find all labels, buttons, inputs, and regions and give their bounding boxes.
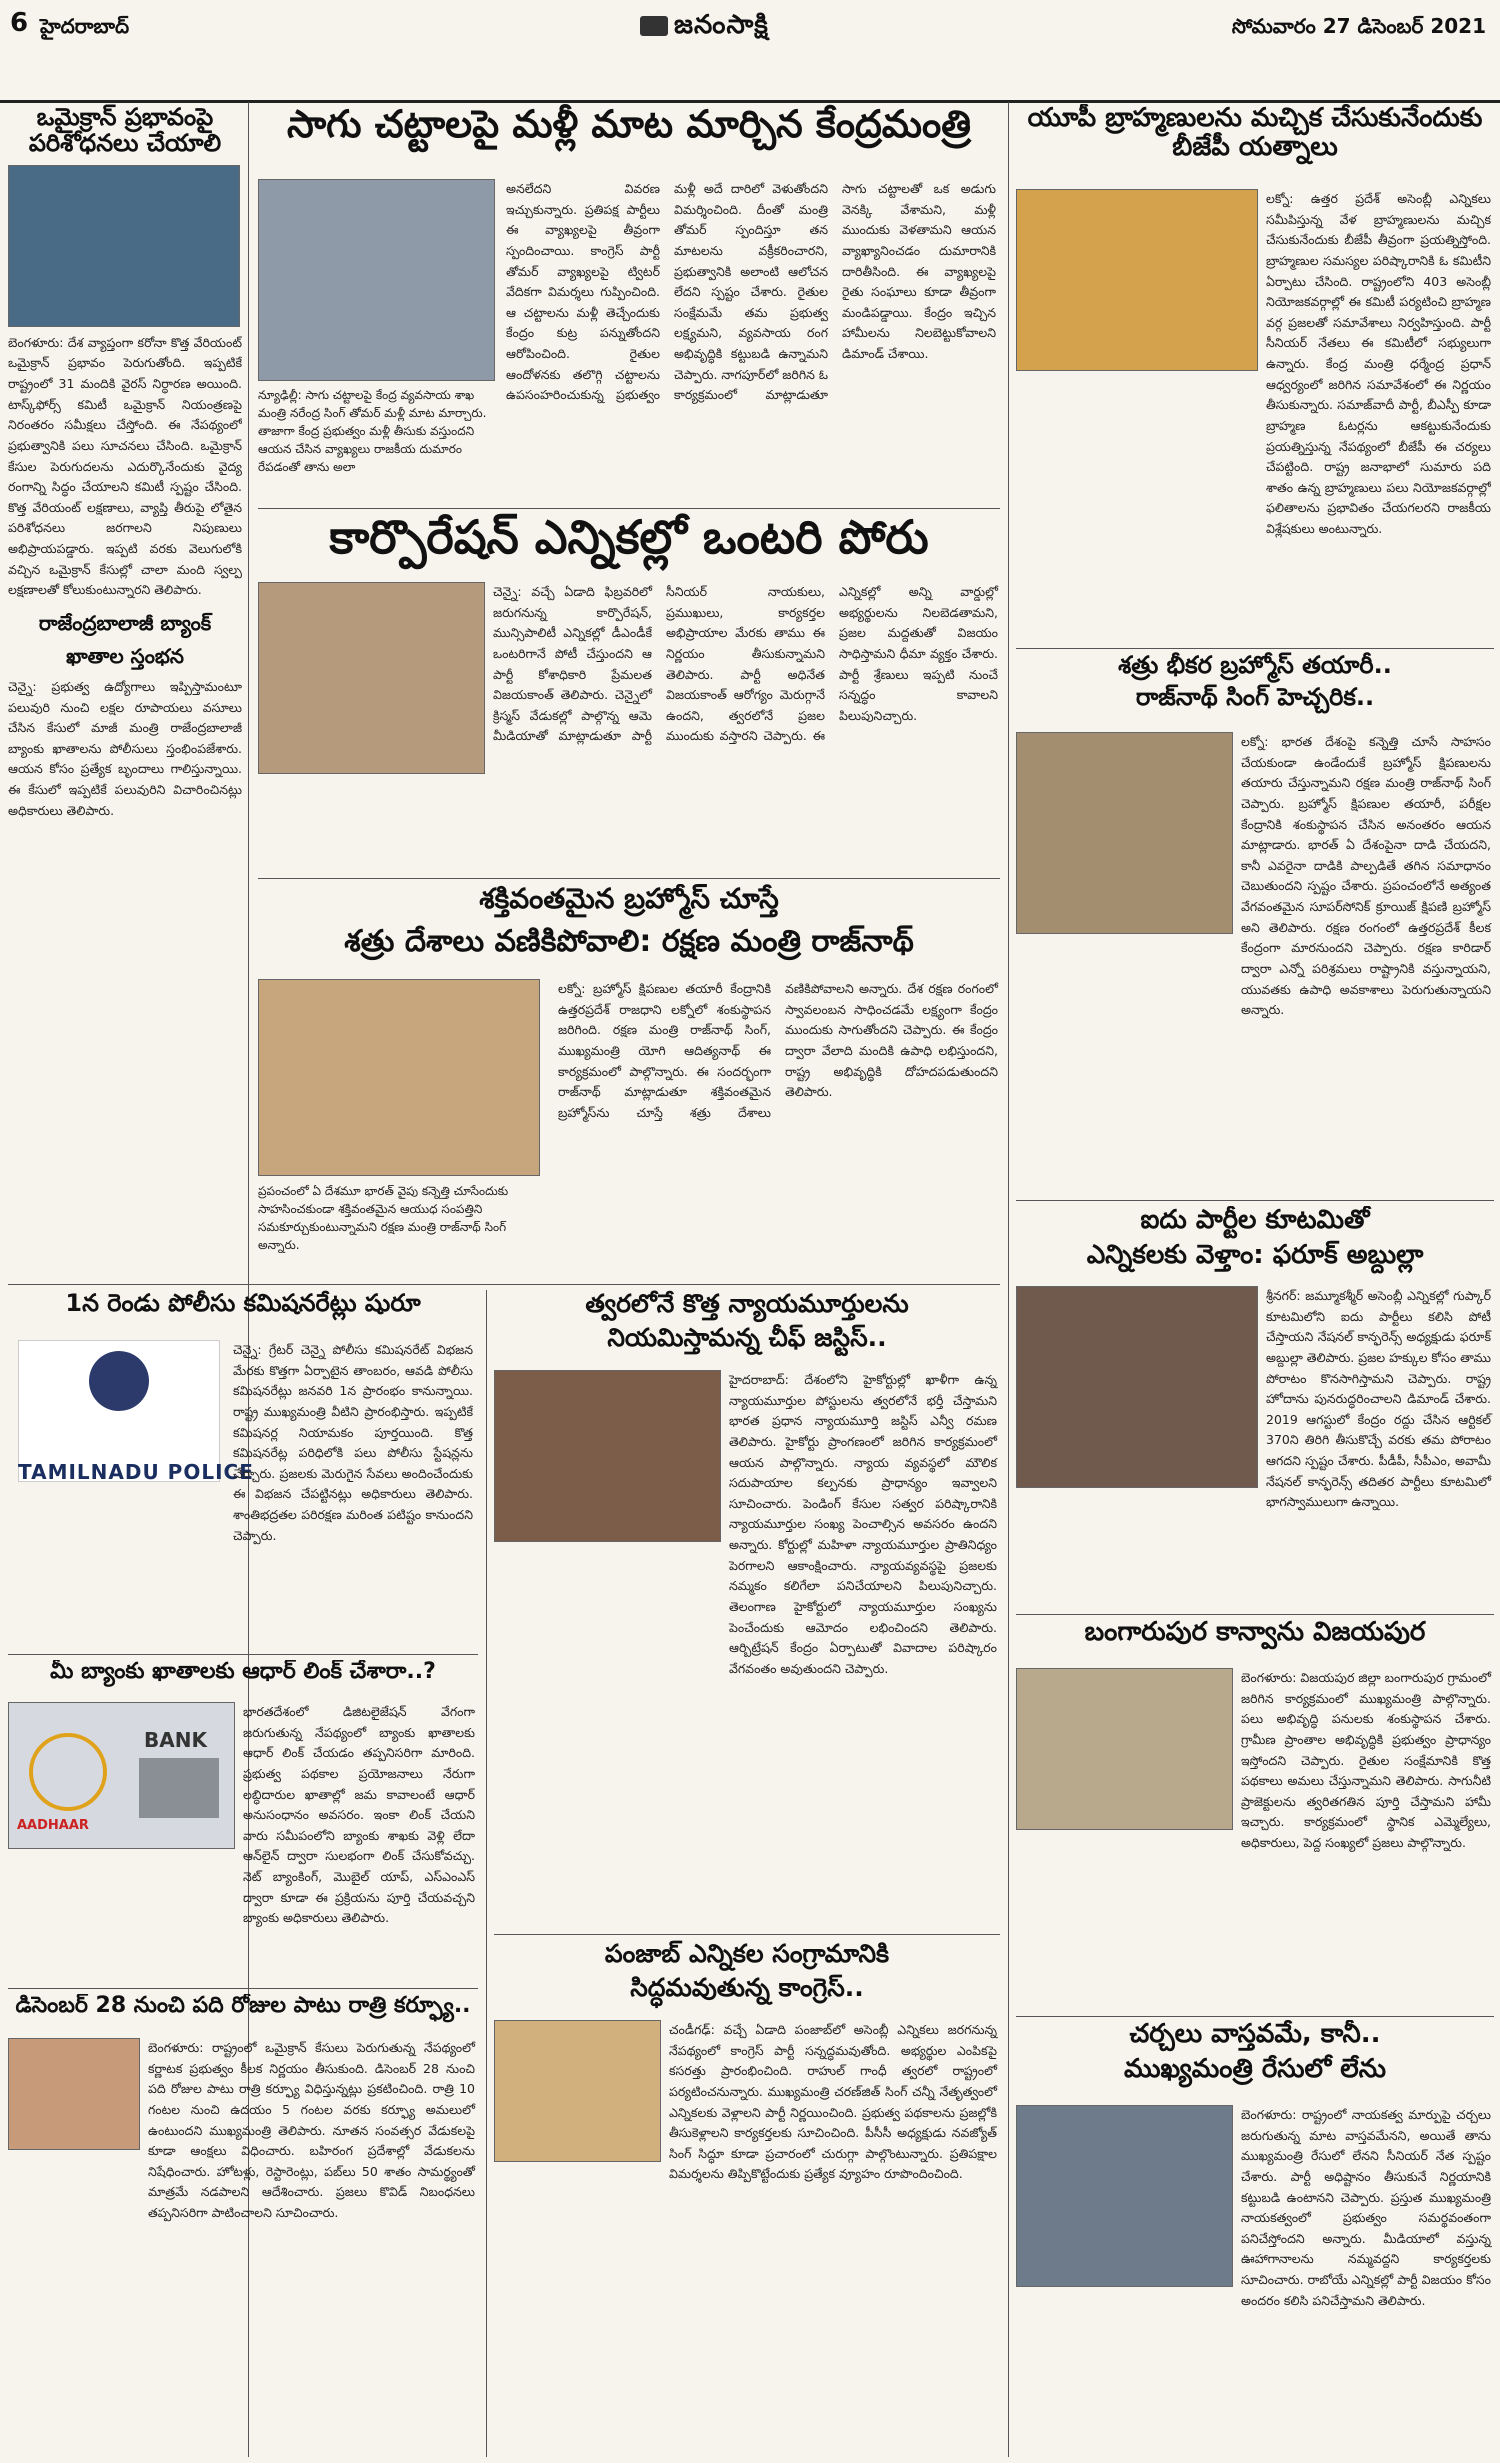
article-farm-laws [258, 104, 1000, 504]
bank-aadhaar-image [8, 1702, 235, 1849]
article-cm-race [1016, 2020, 1494, 2457]
newspaper-logo [640, 10, 769, 46]
headline: ముఖ్యమంత్రి రేసులో లేను [1124, 2053, 1386, 2084]
article-omicron [8, 104, 242, 1279]
rajnath-photo [1016, 732, 1233, 934]
divider [1016, 648, 1494, 649]
police-emblem-icon [89, 1351, 149, 1411]
aadhaar-logo-icon [29, 1733, 107, 1811]
headline: సిద్ధమవుతున్న కాంగ్రెస్.. [630, 1972, 864, 2002]
headline: శక్తివంతమైన బ్రహ్మోస్ చూస్తే [479, 884, 779, 915]
farooq-photo [1016, 1286, 1258, 1488]
photo-caption: న్యూఢిల్లీ: సాగు చట్టాలపై కేంద్ర వ్యవసాయ శాఖ మంత్రి నరేంద్ర సింగ్ తోమర్ మళ్లీ మాట మార్చారు. తాజాగా కేంద్ర ప్రభుత్వం మళ్లీ తీసుకు వస్తుందని ఆయన చేసిన వ్యాఖ్యలు రాజకీయ దుమారం రేపడంతో తాను అలా [258, 388, 487, 474]
article-body: లక్నో: భారత దేశంపై కన్నెత్తి చూసే సాహసం చేయకుండా ఉండేందుకే బ్రహ్మోస్ క్షిపణులను తయారు చేస్తున్నామని రక్షణ మంత్రి రాజ్‌నాథ్ సింగ్ చెప్పారు. బ్రహ్మోస్ క్షిపణుల తయారీ, పరీక్షల కేంద్రానికి శంకుస్థాపన చేసిన అనంతరం ఆయన మాట్లాడారు. భారత్ ఏ దేశంపైనా దాడి చేయదని, కానీ ఎవరైనా దాడికి పాల్పడితే తగిన సమాధానం చెబుతుందని స్పష్టం చేశారు. ప్రపంచంలోనే అత్యంత వేగవంతమైన సూపర్‌సోనిక్ క్రూయిజ్ క్షిపణి బ్రహ్మోస్ అని తెలిపారు. రక్షణ రంగంలో ఉత్తరప్రదేశ్ కీలక కేంద్రంగా మారనుందని చెప్పారు. రక్షణ కారిడార్ ద్వారా ఎన్నో పరిశ్రమలు రాష్ట్రానికి వస్తున్నాయని, యువతకు ఉపాధి అవకాశాలు పెరుగుతున్నాయని అన్నారు. [1241, 734, 1491, 1018]
divider [1016, 1200, 1494, 1201]
article-body: బెంగళూరు: దేశ వ్యాప్తంగా కరోనా కొత్త వేరియంట్ ఒమైక్రాన్ ప్రభావం పెరుగుతోంది. ఇప్పటికే రాష్ట్రంలో 31 మందికి వైరస్ నిర్ధారణ అయింది. టాస్క్‌ఫోర్స్ కమిటీ ఒమైక్రాన్ నియంత్రణపై నిరంతరం సమీక్షలు చేస్తోంది. ఈ నేపథ్యంలో ప్రభుత్వానికి పలు సూచనలు చేసింది. ఒమైక్రాన్ కేసుల పెరుగుదలను ఎదుర్కొనేందుకు వైద్య రంగాన్ని సిద్ధం చేయాలని కమిటీ స్పష్టం చేసింది. కొత్త వేరియంట్ లక్షణాలు, వ్యాప్తి తీరుపై లోతైన పరిశోధనలు జరగాలని నిపుణులు అభిప్రాయపడ్డారు. ఇప్పటి వరకు వెలుగులోకి వచ్చిన ఒమైక్రాన్ కేసుల్లో చాలా మంది స్వల్ప లక్షణాలతో కోలుకుంటున్నారని తెలిపారు. [8, 334, 242, 598]
article-body: బెంగళూరు: రాష్ట్రంలో ఒమైక్రాన్ కేసులు పెరుగుతున్న నేపథ్యంలో కర్ణాటక ప్రభుత్వం కీలక నిర్ణయం తీసుకుంది. డిసెంబర్ 28 నుంచి పది రోజుల పాటు రాత్రి కర్ఫ్యూ విధిస్తున్నట్లు ప్రకటించింది. రాత్రి 10 గంటల నుంచి ఉదయం 5 గంటల వరకు కర్ఫ్యూ అమలులో ఉంటుందని ముఖ్యమంత్రి తెలిపారు. నూతన సంవత్సర వేడుకలపై కూడా ఆంక్షలు విధించారు. బహిరంగ ప్రదేశాల్లో వేడుకలను నిషేధించారు. హోటళ్లు, రెస్టారెంట్లు, పబ్‌లు 50 శాతం సామర్థ్యంతో మాత్రమే నడపాలని ఆదేశించారు. ప్రజలు కొవిడ్ నిబంధనలు తప్పనిసరిగా పాటించాలని సూచించారు. [148, 2040, 475, 2220]
article-up-bjp [1016, 104, 1494, 644]
logo-icon [640, 16, 668, 36]
virus-photo [8, 165, 240, 327]
subheadline: రాజేంద్రబాలాజీ బ్యాంక్ [38, 610, 212, 635]
divider [8, 1654, 478, 1655]
chief-justice-photo [494, 1370, 721, 1542]
divider [8, 1988, 478, 1989]
headline: సాగు చట్టాలపై మళ్లీ మాట మార్చిన కేంద్రమంత్రి [287, 104, 971, 146]
divider [8, 1284, 1000, 1285]
subheadline: ఖాతాల స్తంభన [66, 643, 184, 668]
photo-caption: ప్రపంచంలో ఏ దేశమూ భారత్ వైపు కన్నెత్తి చూసేందుకు సాహసించకుండా శక్తివంతమైన ఆయుధ సంపత్తిని సమకూర్చుకుంటున్నామని రక్షణ మంత్రి రాజ్‌నాథ్ సింగ్ అన్నారు. [258, 1184, 509, 1252]
article-body: శ్రీనగర్: జమ్మూకశ్మీర్ అసెంబ్లీ ఎన్నికల్లో గుప్కార్ కూటమిలోని ఐదు పార్టీలు కలిసి పోటీ చేస్తాయని నేషనల్ కాన్ఫరెన్స్ అధ్యక్షుడు ఫరూక్ అబ్దుల్లా తెలిపారు. ప్రజల హక్కుల కోసం తాము పోరాటం కొనసాగిస్తామని చెప్పారు. రాష్ట్ర హోదాను పునరుద్ధరించాలని డిమాండ్ చేశారు. 2019 ఆగస్టులో కేంద్రం రద్దు చేసిన ఆర్టికల్ 370ని తిరిగి తీసుకొచ్చే వరకు తమ పోరాటం ఆగదని స్పష్టం చేశారు. పీడీపీ, సీపీఎం, అవామీ నేషనల్ కాన్ఫరెన్స్ తదితర పార్టీలు కూటమిలో భాగస్వాములుగా ఉన్నాయి. [1266, 1288, 1491, 1510]
ritual-photo [1016, 189, 1258, 371]
article-body: చెన్నై: గ్రేటర్ చెన్నై పోలీసు కమిషనరేట్ విభజన మేరకు కొత్తగా ఏర్పాటైన తాంబరం, ఆవడి పోలీసు కమిషనరేట్లు జనవరి 1న ప్రారంభం కానున్నాయి. రాష్ట్ర ముఖ్యమంత్రి వీటిని ప్రారంభిస్తారు. ఇప్పటికే కమిషనర్ల నియామకం పూర్తయింది. కొత్త కమిషనరేట్ల పరిధిలోకి పలు పోలీసు స్టేషన్లను చేర్చారు. ప్రజలకు మెరుగైన సేవలు అందించేందుకు ఈ విభజన చేపట్టినట్లు అధికారులు తెలిపారు. శాంతిభద్రతల పరిరక్షణ మరింత పటిష్టం కానుందని చెప్పారు. [233, 1342, 473, 1543]
newspaper-name: జనంసాక్షి [674, 10, 769, 40]
article-body: లక్నో: బ్రహ్మోస్ క్షిపణుల తయారీ కేంద్రానికి ఉత్తరప్రదేశ్ రాజధాని లక్నోలో శంకుస్థాపన జరిగింది. రక్షణ మంత్రి రాజ్‌నాథ్ సింగ్, ముఖ్యమంత్రి యోగి ఆదిత్యనాథ్ ఈ కార్యక్రమంలో పాల్గొన్నారు. ఈ సందర్భంగా రాజ్‌నాథ్ మాట్లాడుతూ శక్తివంతమైన బ్రహ్మోస్‌ను చూస్తే శత్రు దేశాలు వణికిపోవాలని అన్నారు. దేశ రక్షణ రంగంలో స్వావలంబన సాధించడమే లక్ష్యంగా కేంద్రం ముందుకు సాగుతోందని చెప్పారు. ఈ కేంద్రం ద్వారా వేలాది మందికి ఉపాధి లభిస్తుందని, రాష్ట్ర అభివృద్ధికి దోహదపడుతుందని తెలిపారు. [558, 981, 998, 1120]
divider [1016, 1614, 1494, 1615]
article-curfew [8, 1994, 478, 2457]
article-bangarapura [1016, 1618, 1494, 2013]
article-punjab [494, 1940, 1000, 2457]
article-body: హైదరాబాద్: దేశంలోని హైకోర్టుల్లో ఖాళీగా ఉన్న న్యాయమూర్తుల పోస్టులను త్వరలోనే భర్తీ చేస్తామని భారత ప్రధాన న్యాయమూర్తి జస్టిస్ ఎన్వీ రమణ తెలిపారు. హైకోర్టు ప్రాంగణంలో జరిగిన కార్యక్రమంలో ఆయన పాల్గొన్నారు. న్యాయ వ్యవస్థలో మౌలిక సదుపాయాల కల్పనకు ప్రాధాన్యం ఇవ్వాలని సూచించారు. పెండింగ్ కేసుల సత్వర పరిష్కారానికి న్యాయమూర్తుల సంఖ్య పెంచాల్సిన అవసరం ఉందని అన్నారు. కోర్టుల్లో మహిళా న్యాయమూర్తుల ప్రాతినిధ్యం పెరగాలని ఆకాంక్షించారు. న్యాయవ్యవస్థపై ప్రజలకు నమ్మకం కలిగేలా పనిచేయాలని పిలుపునిచ్చారు. తెలంగాణ హైకోర్టులో న్యాయమూర్తుల సంఖ్యను పెంచేందుకు ఆమోదం లభించిందని తెలిపారు. ఆర్బిట్రేషన్ కేంద్రం ఏర్పాటుతో వివాదాల పరిష్కారం వేగవంతం అవుతుందని చెప్పారు. [729, 1372, 997, 1676]
bank-label: BANK [144, 1728, 207, 1752]
article-body: బెంగళూరు: విజయపుర జిల్లా బంగారుపుర గ్రామంలో జరిగిన కార్యక్రమంలో ముఖ్యమంత్రి పాల్గొన్నారు. పలు అభివృద్ధి పనులకు శంకుస్థాపన చేశారు. గ్రామీణ ప్రాంతాల అభివృద్ధికి ప్రభుత్వం ప్రాధాన్యం ఇస్తోందని చెప్పారు. రైతుల సంక్షేమానికి కొత్త పథకాలు అమలు చేస్తున్నామని తెలిపారు. సాగునీటి ప్రాజెక్టులను త్వరితగతిన పూర్తి చేస్తామని హామీ ఇచ్చారు. కార్యక్రమంలో స్థానిక ఎమ్మెల్యేలు, అధికారులు, పెద్ద సంఖ్యలో ప్రజలు పాల్గొన్నారు. [1241, 1670, 1491, 1850]
headline: ఎన్నికలకు వెళ్తాం: ఫరూక్ అబ్దుల్లా [1086, 1239, 1424, 1270]
column-divider [1008, 102, 1009, 2457]
article-chief-justice [494, 1290, 1000, 1930]
headline: కార్పొరేషన్ ఎన్నికల్లో ఒంటరి పోరు [329, 512, 929, 564]
headline: బంగారుపుర కాన్వాను విజయపుర [1084, 1618, 1426, 1647]
bank-building-icon [139, 1758, 219, 1818]
headline: త్వరలోనే కొత్త న్యాయమూర్తులను [585, 1290, 909, 1318]
divider [258, 878, 1000, 879]
page-number: 6 [10, 8, 29, 38]
headline: శత్రు దేశాలు వణికిపోవాలి: రక్షణ మంత్రి రాజ్‌నాథ్ [344, 923, 914, 959]
headline: చర్చలు వాస్తవమే, కానీ.. [1129, 2020, 1381, 2049]
leader-photo [1016, 2105, 1233, 2287]
article-aadhaar [8, 1660, 478, 1985]
aadhaar-label: AADHAAR [17, 1818, 89, 1833]
city-label: హైదరాబాద్ [40, 14, 130, 38]
article-body: భారతదేశంలో డిజిటలైజేషన్ వేగంగా జరుగుతున్న నేపథ్యంలో బ్యాంకు ఖాతాలకు ఆధార్ లింక్ చేయడం తప్పనిసరిగా మారింది. ప్రభుత్వ పథకాల ప్రయోజనాలు నేరుగా లబ్ధిదారుల ఖాతాల్లో జమ కావాలంటే ఆధార్ అనుసంధానం అవసరం. ఇంకా లింక్ చేయని వారు సమీపంలోని బ్యాంకు శాఖకు వెళ్లి లేదా ఆన్‌లైన్ ద్వారా సులభంగా లింక్ చేసుకోవచ్చు. నెట్ బ్యాంకింగ్, మొబైల్ యాప్, ఎస్ఎంఎస్ ద్వారా కూడా ఈ ప్రక్రియను పూర్తి చేయవచ్చని బ్యాంకు అధికారులు తెలిపారు. [243, 1704, 475, 1926]
headline: ఒమైక్రాన్ ప్రభావంపై పరిశోధనలు చేయాలి [28, 104, 222, 158]
article-farooq [1016, 1206, 1494, 1611]
article-body: లక్నో: ఉత్తర ప్రదేశ్ అసెంబ్లీ ఎన్నికలు సమీపిస్తున్న వేళ బ్రాహ్మణులను మచ్చిక చేసుకునేందుకు బీజేపీ తీవ్రంగా ప్రయత్నిస్తోంది. బ్రాహ్మణుల సమస్యల పరిష్కారానికి ఓ కమిటీని ఏర్పాటు చేసింది. రాష్ట్రంలోని 403 అసెంబ్లీ నియోజకవర్గాల్లో ఈ కమిటీ పర్యటించి బ్రాహ్మణ వర్గ ప్రజలతో సమావేశాలు నిర్వహిస్తుంది. పార్టీ సీనియర్ నేతలు ఈ కమిటీలో సభ్యులుగా ఉన్నారు. కేంద్ర మంత్రి ధర్మేంద్ర ప్రధాన్ ఆధ్వర్యంలో జరిగిన సమావేశంలో ఈ నిర్ణయం తీసుకున్నారు. సమాజ్‌వాదీ పార్టీ, బీఎస్పీ కూడా బ్రాహ్మణ ఓటర్లను ఆకట్టుకునేందుకు ప్రయత్నిస్తున్న నేపథ్యంలో బీజేపీ ఈ చర్యలు చేపట్టింది. రాష్ట్ర జనాభాలో సుమారు పది శాతం ఉన్న బ్రాహ్మణులు పలు నియోజకవర్గాల్లో ఫలితాలను ప్రభావితం చేయగలరని రాజకీయ విశ్లేషకులు అంటున్నారు. [1266, 191, 1491, 536]
event-photo [1016, 1668, 1233, 1830]
headline: రాజ్‌నాథ్ సింగ్ హెచ్చరిక.. [1135, 683, 1375, 712]
masthead [0, 0, 1500, 103]
cm-photo [8, 2038, 140, 2150]
article-corporation-elections [258, 512, 1000, 874]
ceremony-photo [258, 979, 540, 1176]
headline: శత్రు భీకర బ్రహ్మోస్ తయారీ.. [1118, 652, 1392, 679]
headline: డిసెంబర్ 28 నుంచి పది రోజుల పాటు రాత్రి కర్ఫ్యూ.. [15, 1994, 471, 2018]
divider [494, 1934, 1000, 1935]
article-rajnath [1016, 652, 1494, 1197]
column-divider [486, 1290, 487, 2457]
divider [1016, 2016, 1494, 2017]
article-body: చండీగఢ్: వచ్చే ఏడాది పంజాబ్‌లో అసెంబ్లీ ఎన్నికలు జరగనున్న నేపథ్యంలో కాంగ్రెస్ పార్టీ సన్నద్ధమవుతోంది. అభ్యర్థుల ఎంపికపై కసరత్తు ప్రారంభించింది. రాహుల్ గాంధీ త్వరలో రాష్ట్రంలో పర్యటించనున్నారు. ముఖ్యమంత్రి చరణ్‌జిత్ సింగ్ చన్నీ నేతృత్వంలో ఎన్నికలకు వెళ్లాలని పార్టీ నిర్ణయించింది. ప్రభుత్వ పథకాలను ప్రజల్లోకి తీసుకెళ్లాలని కార్యకర్తలకు సూచించింది. పీసీసీ అధ్యక్షుడు నవజ్యోత్ సింగ్ సిద్ధూ కూడా ప్రచారంలో చురుగ్గా పాల్గొంటున్నారు. ప్రతిపక్షాల విమర్శలను తిప్పికొట్టేందుకు ప్రత్యేక వ్యూహం రూపొందించింది. [669, 2022, 997, 2182]
article-brahmos [258, 884, 1000, 1279]
headline: నియమిస్తామన్న చీఫ్ జస్టిస్.. [607, 1322, 887, 1352]
rahul-photo [494, 2020, 661, 2162]
headline: ఐదు పార్టీల కూటమితో [1140, 1206, 1370, 1235]
headline: పంజాబ్ ఎన్నికల సంగ్రామానికి [604, 1940, 890, 1968]
article-body: అనలేదని వివరణ ఇచ్చుకున్నారు. ప్రతిపక్ష పార్టీలు ఈ వ్యాఖ్యలపై తీవ్రంగా స్పందించాయి. కాంగ్రెస్ పార్టీ తోమర్ వ్యాఖ్యలపై ట్విటర్ వేదికగా విమర్శలు గుప్పించింది. ఆ చట్టాలను మళ్లీ తెచ్చేందుకు కేంద్రం కుట్ర పన్నుతోందని ఆరోపించింది. రైతుల ఆందోళనకు తలొగ్గి చట్టాలను ఉపసంహరించుకున్న ప్రభుత్వం మళ్లీ అదే దారిలో వెళుతోందని విమర్శించింది. దీంతో మంత్రి తోమర్ స్పందిస్తూ తన మాటలను వక్రీకరించారని, ప్రభుత్వానికి అలాంటి ఆలోచన లేదని స్పష్టం చేశారు. రైతుల సంక్షేమమే తమ ప్రభుత్వ లక్ష్యమని, వ్యవసాయ రంగ అభివృద్ధికి కట్టుబడి ఉన్నామని చెప్పారు. నాగపూర్‌లో జరిగిన ఓ కార్యక్రమంలో మాట్లాడుతూ సాగు చట్టాలతో ఒక అడుగు వెనక్కి వేశామని, మళ్లీ ముందుకు వెళతామని ఆయన వ్యాఖ్యానించడం దుమారానికి దారితీసింది. ఈ వ్యాఖ్యలపై రైతు సంఘాలు కూడా తీవ్రంగా మండిపడ్డాయి. కేంద్రం ఇచ్చిన హామీలను నిలబెట్టుకోవాలని డిమాండ్ చేశాయి. [506, 181, 996, 403]
issue-date: సోమవారం 27 డిసెంబర్ 2021 [1231, 14, 1486, 38]
headline: మీ బ్యాంకు ఖాతాలకు ఆధార్ లింక్ చేశారా..? [50, 1660, 436, 1684]
minister-photo [258, 179, 495, 381]
article-body: చెన్నై: వచ్చే ఏడాది ఫిబ్రవరిలో జరుగనున్న కార్పొరేషన్, మున్సిపాలిటీ ఎన్నికల్లో డీఎండీకే ఒంటరిగానే పోటీ చేస్తుందని ఆ పార్టీ కోశాధికారి ప్రేమలత విజయకాంత్ తెలిపారు. చెన్నైలో క్రిస్మస్ వేడుకల్లో పాల్గొన్న ఆమె మీడియాతో మాట్లాడుతూ పార్టీ సీనియర్ నాయకులు, ప్రముఖులు, కార్యకర్తల అభిప్రాయాల మేరకు తాము ఈ నిర్ణయం తీసుకున్నామని తెలిపారు. పార్టీ అధినేత విజయకాంత్ ఆరోగ్యం మెరుగ్గానే ఉందని, త్వరలోనే ప్రజల ముందుకు వస్తారని చెప్పారు. ఈ ఎన్నికల్లో అన్ని వార్డుల్లో అభ్యర్థులను నిలబెడతామని, ప్రజల మద్దతుతో విజయం సాధిస్తామని ధీమా వ్యక్తం చేశారు. పార్టీ శ్రేణులు ఇప్పటి నుంచే సన్నద్ధం కావాలని పిలుపునిచ్చారు. [493, 584, 998, 744]
article-police [8, 1290, 478, 1650]
headline: యూపీ బ్రాహ్మణులను మచ్చిక చేసుకునేందుకు బీజేపీ యత్నాలు [1027, 104, 1483, 162]
divider [258, 508, 1000, 509]
headline: 1న రెండు పోలీసు కమిషనరేట్లు షురూ [65, 1290, 421, 1317]
article-body: చెన్నై: ప్రభుత్వ ఉద్యోగాలు ఇప్పిస్తామంటూ పలువురి నుంచి లక్షల రూపాయలు వసూలు చేసిన కేసులో మాజీ మంత్రి రాజేంద్రబాలాజీ బ్యాంకు ఖాతాలను పోలీసులు స్తంభింపజేశారు. ఆయన కోసం ప్రత్యేక బృందాలు గాలిస్తున్నాయి. ఈ కేసులో ఇప్పటికే పలువురిని విచారించినట్లు అధికారులు తెలిపారు. [8, 678, 242, 818]
article-body: బెంగళూరు: రాష్ట్రంలో నాయకత్వ మార్పుపై చర్చలు జరుగుతున్న మాట వాస్తవమేనని, అయితే తాను ముఖ్యమంత్రి రేసులో లేనని సీనియర్ నేత స్పష్టం చేశారు. పార్టీ అధిష్టానం తీసుకునే నిర్ణయానికి కట్టుబడి ఉంటానని చెప్పారు. ప్రస్తుత ముఖ్యమంత్రి నాయకత్వంలో ప్రభుత్వం సమర్థవంతంగా పనిచేస్తోందని అన్నారు. మీడియాలో వస్తున్న ఊహాగానాలను నమ్మవద్దని కార్యకర్తలకు సూచించారు. రాబోయే ఎన్నికల్లో పార్టీ విజయం కోసం అందరం కలిసి పనిచేస్తామని తెలిపారు. [1241, 2107, 1491, 2308]
event-photo [258, 582, 485, 774]
police-badge-text: TAMILNADU POLICE [18, 1460, 254, 1484]
